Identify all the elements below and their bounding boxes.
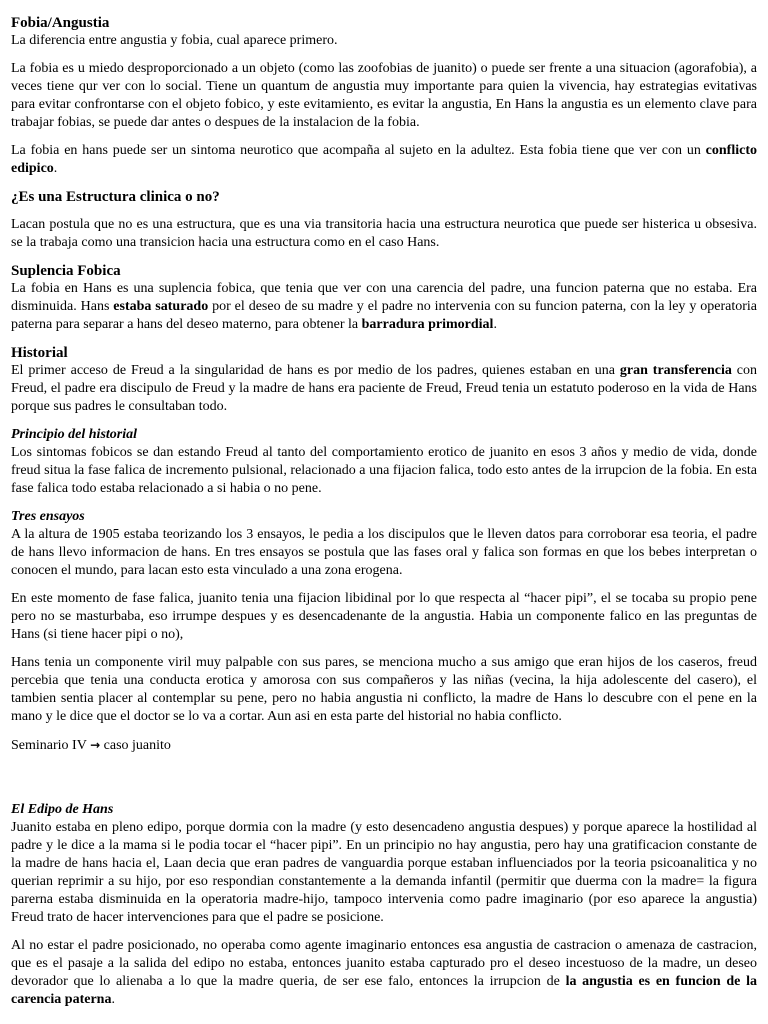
heading-edipo-hans: El Edipo de Hans	[11, 802, 114, 817]
heading-suplencia-fobica: Suplencia Fobica	[11, 263, 121, 279]
paragraph-fobia-definition: La fobia es u miedo desproporcionado a un objeto (como las zoofobias de juanito) o puede ser frente a una situacion (agorafobia), a veces tiene qur ver con lo social. Tiene un quantum de angustia muy importante para quien la vivencia, hay estrategias evitativas para evitar confrontarse con el objeto fobico, y este evitamiento, es evitar la angustia, En Hans la angustia es un elemento clave para trabajar fobias, se puede dar antes o despues de la instalacion de la fobia.	[11, 61, 757, 130]
paragraph-intro: La diferencia entre angustia y fobia, cual aparece primero.	[11, 33, 338, 48]
paragraph-lacan: Lacan postula que no es una estructura, que es una via transitoria hacia una estructura neurotica que puede ser histerica u obsesiva. se la trabaja como una transicion hacia una estructura como en el caso Hans.	[11, 217, 757, 250]
paragraph-componente-viril: Hans tenia un componente viril muy palpable con sus pares, se menciona mucho a sus amigo que eran hijos de los caseros, freud percebia que tenia una conducta erotica y amorosa con sus compañeros y las niñas (vecina, la hija adolescente del casero), el tambien sentia placer al contemplar su pene, pero no habia angustia ni conflicto, la madre de Hans lo descubre con el pene en la mano y le dice que el doctor se lo va a cortar. Aun asi en esta parte del historial no habia conflicto.	[11, 655, 757, 724]
paragraph-fobia-hans: La fobia en hans puede ser un sintoma neurotico que acompaña al sujeto en la adultez. Esta fobia tiene que ver con un conflicto edipico.	[11, 143, 757, 176]
heading-historial: Historial	[11, 345, 68, 361]
paragraph-historial: El primer acceso de Freud a la singularidad de hans es por medio de los padres, quienes estaban en una gran transferencia con Freud, el padre era discipulo de Freud y la madre de hans era paciente de Freud, Freud tenia un estatuto poderoso en la vida de Hans porque sus padres le consultaban todo.	[11, 363, 757, 414]
paragraph-seminario: Seminario IV → caso juanito	[11, 738, 171, 753]
bold-barradura-primordial: barradura primordial	[361, 317, 494, 332]
heading-principio-historial: Principio del historial	[11, 427, 138, 442]
bold-estaba-saturado: estaba saturado	[113, 299, 209, 314]
heading-estructura-clinica: ¿Es una Estructura clinica o no?	[11, 189, 220, 205]
paragraph-fase-falica: En este momento de fase falica, juanito tenia una fijacion libidinal por lo que respecta al “hacer pipi”, el se tocaba su propio pene pero no se masturbaba, eso irrumpe despues y es desencadenante de la angustia. Habia un componente falico en las preguntas de Hans (si tiene hacer pipi o no),	[11, 591, 757, 642]
paragraph-tres-ensayos: A la altura de 1905 estaba teorizando los 3 ensayos, le pedia a los discipulos que le lleven datos para corroborar esa teoria, el padre de hans llevo informacion de hans. En tres ensayos se postula que las fases oral y falica son formas en que los bebes interpretan o conocen el mundo, para lacan esto esta vinculado a una zona erogena.	[11, 527, 757, 578]
paragraph-edipo: Juanito estaba en pleno edipo, porque dormia con la madre (y esto desencadeno angustia despues) y porque aparece la hostilidad al padre y le dice a la mama si le podia tocar el “hacer pipi”. En un principio no hay angustia, pero hay una gratificacion constante de la madre de hans hacia el, Laan decia que eran padres de vanguardia porque estaban influenciados por la teoria psicoanalitica y no querian reprimir a su hijo, por eso respondian constantemente a la demanda infantil (permitir que duerma con la madre= la figura parerna estaba disminuida en la operatoria madre-hijo, tampoco intervenia como padre imaginario (por eso aparece la angustia) Freud trato de hacer intervenciones para que el padre se posicione.	[11, 820, 757, 925]
heading-tres-ensayos: Tres ensayos	[11, 509, 85, 524]
arrow-right-icon: →	[90, 738, 101, 752]
heading-fobia-angustia: Fobia/Angustia	[11, 15, 110, 31]
paragraph-principio: Los sintomas fobicos se dan estando Freud al tanto del comportamiento erotico de juanito en esos 3 años y medio de vida, donde freud situa la fase falica de incremento pulsional, relacionado a una fijacion falica, todo esto antes de la irrupcion de la fobia. En esta fase falica todo estaba relacionado a si habia o no pene.	[11, 445, 757, 496]
bold-conflicto-edipico: conflicto edipico	[11, 143, 757, 176]
paragraph-padre-posicionado: Al no estar el padre posicionado, no operaba como agente imaginario entonces esa angustia de castracion o amenaza de castracion, que es el pasaje a la salida del edipo no estaba, entonces juanito estaba capturado pro el deseo incestuoso de la madre, un deseo devorador que lo alienaba a lo que la madre queria, de ser ese falo, entonces la irrupcion de la angustia es en funcion de la carencia paterna.	[11, 938, 757, 1007]
bold-angustia-carencia: la angustia es en funcion de la carencia paterna	[11, 974, 757, 1007]
bold-gran-transferencia: gran transferencia	[619, 363, 732, 378]
paragraph-suplencia: La fobia en Hans es una suplencia fobica, que tenia que ver con una carencia del padre, una funcion paterna que no estaba. Era disminuida. Hans estaba saturado por el deseo de su madre y el padre no intervenia con su funcion paterna, con la ley y operatoria paterna para separar a hans del deseo materno, para obtener la barradura primordial.	[11, 281, 757, 332]
